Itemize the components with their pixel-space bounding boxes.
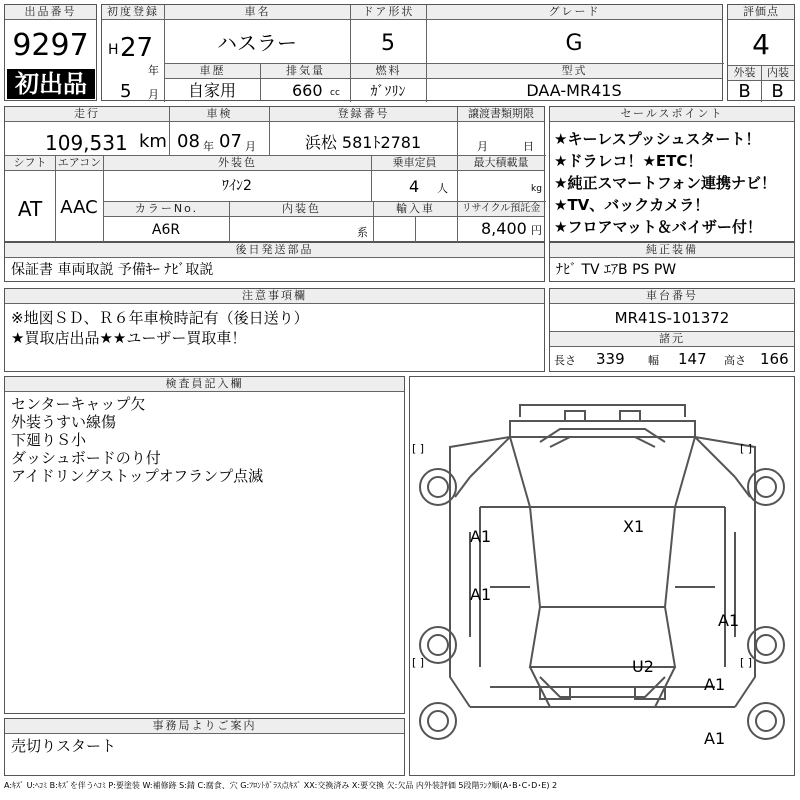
fuel-value: ｶﾞｿﾘﾝ (370, 84, 406, 100)
color-value: ﾜｲﾝ2 (222, 178, 252, 194)
lot-box (4, 4, 97, 101)
doors-value: 5 (381, 31, 395, 56)
insp-year-unit: 年 (203, 140, 214, 153)
height-label: 高さ (724, 354, 746, 367)
office-label: 事務局よりご案内 (5, 719, 404, 734)
intcolor-unit: 系 (357, 226, 368, 239)
sales-points-box (549, 106, 795, 242)
mark-a1-left-rear: A1 (470, 585, 492, 604)
ext-label: 外装 (728, 66, 761, 81)
notes-label: 注意事項欄 (5, 289, 544, 304)
office-box (4, 718, 405, 776)
sales-line-5: ★フロアマット＆バイザー付！ (554, 218, 762, 236)
name-label: 車名 (164, 5, 350, 20)
sales-label: セールスポイント (550, 107, 794, 122)
reg-month: 5 (120, 81, 132, 102)
load-unit: kg (531, 184, 542, 194)
inspection-label: 車検 (169, 107, 269, 122)
inspector-label: 検査員記入欄 (5, 377, 404, 392)
history-label: 車歴 (164, 64, 260, 79)
chassis-box (549, 288, 795, 372)
recycle-label: リサイクル預託金 (457, 202, 544, 217)
plate-value: 浜松 581ﾄ2781 (304, 133, 422, 152)
mark-u2: U2 (632, 657, 654, 676)
grade-value: G (565, 31, 583, 56)
later-parts-box (4, 242, 545, 282)
inspector-line-3: 下廻りＳ小 (11, 431, 87, 449)
sales-line-2: ★ドラレコ！★ETC！ (554, 152, 703, 170)
later-parts-label: 後日発送部品 (5, 243, 544, 258)
car-diagram (409, 376, 795, 776)
bracket-right-bottom: [ ] (740, 656, 753, 669)
inspector-box (4, 376, 405, 714)
legend: A:ｷｽﾞ U:ﾍｺﾐ B:ｷｽﾞを伴うﾍｺﾐ P:要塗装 W:補修跡 S:錆 C:腐食、穴 G:ﾌﾛﾝﾄｶﾞﾗｽ点ｷｽﾞ XX:交換済み X:要交換 欠:欠品 内外装評価 5段階ﾗﾝｸ順(A･B･C･D･E) 2 (4, 781, 558, 790)
intcolor-label: 内装色 (229, 202, 373, 217)
bracket-left-bottom: [ ] (412, 656, 425, 669)
load-label: 最大積載量 (457, 156, 544, 171)
mark-a1-left-front: A1 (470, 527, 492, 546)
ac-label: エアコン (55, 156, 103, 171)
inspector-line-4: ダッシュボードのり付 (11, 449, 161, 467)
chassis-label: 車台番号 (550, 289, 794, 304)
recycle-unit: 円 (531, 224, 542, 237)
mileage-unit: km (139, 131, 167, 152)
capacity-unit: 人 (437, 182, 448, 195)
mileage-label: 走行 (5, 107, 169, 122)
disp-value: 660 (292, 81, 323, 100)
chassis-value: MR41S-101372 (614, 309, 730, 327)
inspector-line-1: センターキャップ欠 (11, 395, 146, 413)
reg-label: 初度登録 (102, 5, 164, 20)
disp-label: 排気量 (260, 64, 350, 79)
notes-box (4, 288, 545, 372)
reg-month-unit: 月 (148, 88, 159, 101)
insp-month: 07 (219, 131, 242, 152)
transfer-month-unit: 月 (477, 140, 488, 153)
transfer-label: 譲渡書類期限 (457, 107, 544, 122)
import-label: 輸入車 (373, 202, 457, 217)
vehicle-name: ハスラー (217, 31, 297, 55)
car-outline-svg (410, 377, 794, 775)
genuine-equip-box (549, 242, 795, 282)
width-label: 幅 (648, 354, 659, 367)
score-label: 評価点 (728, 5, 794, 20)
bracket-right-top: [ ] (740, 442, 753, 455)
shift-value: AT (17, 197, 43, 221)
width-value: 147 (678, 350, 707, 368)
colorno-label: カラーNo. (103, 202, 229, 217)
first-listing-badge: 初出品 (7, 69, 95, 99)
insp-year: 08 (177, 131, 200, 152)
mileage-value: 109,531 (45, 131, 128, 155)
mark-x1: X1 (623, 517, 645, 536)
inspector-line-5: アイドリングストップオフランプ点滅 (11, 467, 264, 485)
mark-a1-bottom: A1 (704, 729, 726, 748)
reg-year-unit: 年 (148, 64, 159, 77)
spec-box (4, 106, 545, 242)
recycle-value: 8,400 (481, 219, 527, 238)
mark-a1-right: A1 (718, 611, 740, 630)
ac-value: AAC (60, 197, 98, 218)
height-value: 166 (760, 350, 789, 368)
genuine-label: 純正装備 (550, 243, 794, 258)
grade-label: グレード (426, 5, 722, 20)
later-parts-value: 保証書 車両取説 予備ｷｰ ﾅﾋﾞ取説 (11, 262, 214, 278)
lot-label: 出品番号 (5, 5, 96, 20)
lot-number: 9297 (12, 28, 89, 63)
model-value: DAA-MR41S (526, 81, 622, 100)
capacity-value: 4 (409, 177, 420, 196)
sales-line-4: ★TV、バックカメラ！ (554, 196, 710, 214)
mark-a1-rear: A1 (704, 675, 726, 694)
fuel-label: 燃料 (350, 64, 426, 79)
ext-grade: B (738, 81, 751, 102)
inspector-line-2: 外装うすい線傷 (11, 413, 117, 431)
len-label: 長さ (554, 354, 576, 367)
int-label: 内装 (761, 66, 794, 81)
history-value: 自家用 (187, 81, 236, 100)
score-value: 4 (752, 28, 770, 61)
len-value: 339 (596, 350, 625, 368)
capacity-label: 乗車定員 (371, 156, 457, 171)
doors-label: ドア形状 (350, 5, 426, 20)
reg-year: 27 (120, 33, 154, 63)
vehicle-info-box (101, 4, 723, 101)
color-label: 外装色 (103, 156, 371, 171)
sales-line-3: ★純正スマートフォン連携ナビ！ (554, 174, 776, 192)
score-box (727, 4, 795, 101)
genuine-value: ﾅﾋﾞ TV ｴｱB PS PW (556, 262, 677, 278)
insp-month-unit: 月 (245, 140, 256, 153)
bracket-left-top: [ ] (412, 442, 425, 455)
plate-label: 登録番号 (269, 107, 457, 122)
shift-label: シフト (5, 156, 55, 171)
transfer-day-unit: 日 (523, 140, 534, 153)
notes-line-1: ※地図ＳＤ、Ｒ６年車検時記有（後日送り） (11, 309, 309, 327)
int-grade: B (771, 81, 784, 102)
sales-line-1: ★キーレスプッシュスタート！ (554, 130, 761, 148)
reg-era: H (108, 42, 119, 58)
disp-unit: cc (330, 88, 340, 98)
notes-line-2: ★買取店出品★★ユーザー買取車！ (11, 329, 247, 347)
office-value: 売切りスタート (11, 737, 117, 755)
model-label: 型式 (426, 64, 722, 79)
colorno-value: A6R (151, 222, 181, 238)
dims-label: 諸元 (550, 332, 794, 347)
